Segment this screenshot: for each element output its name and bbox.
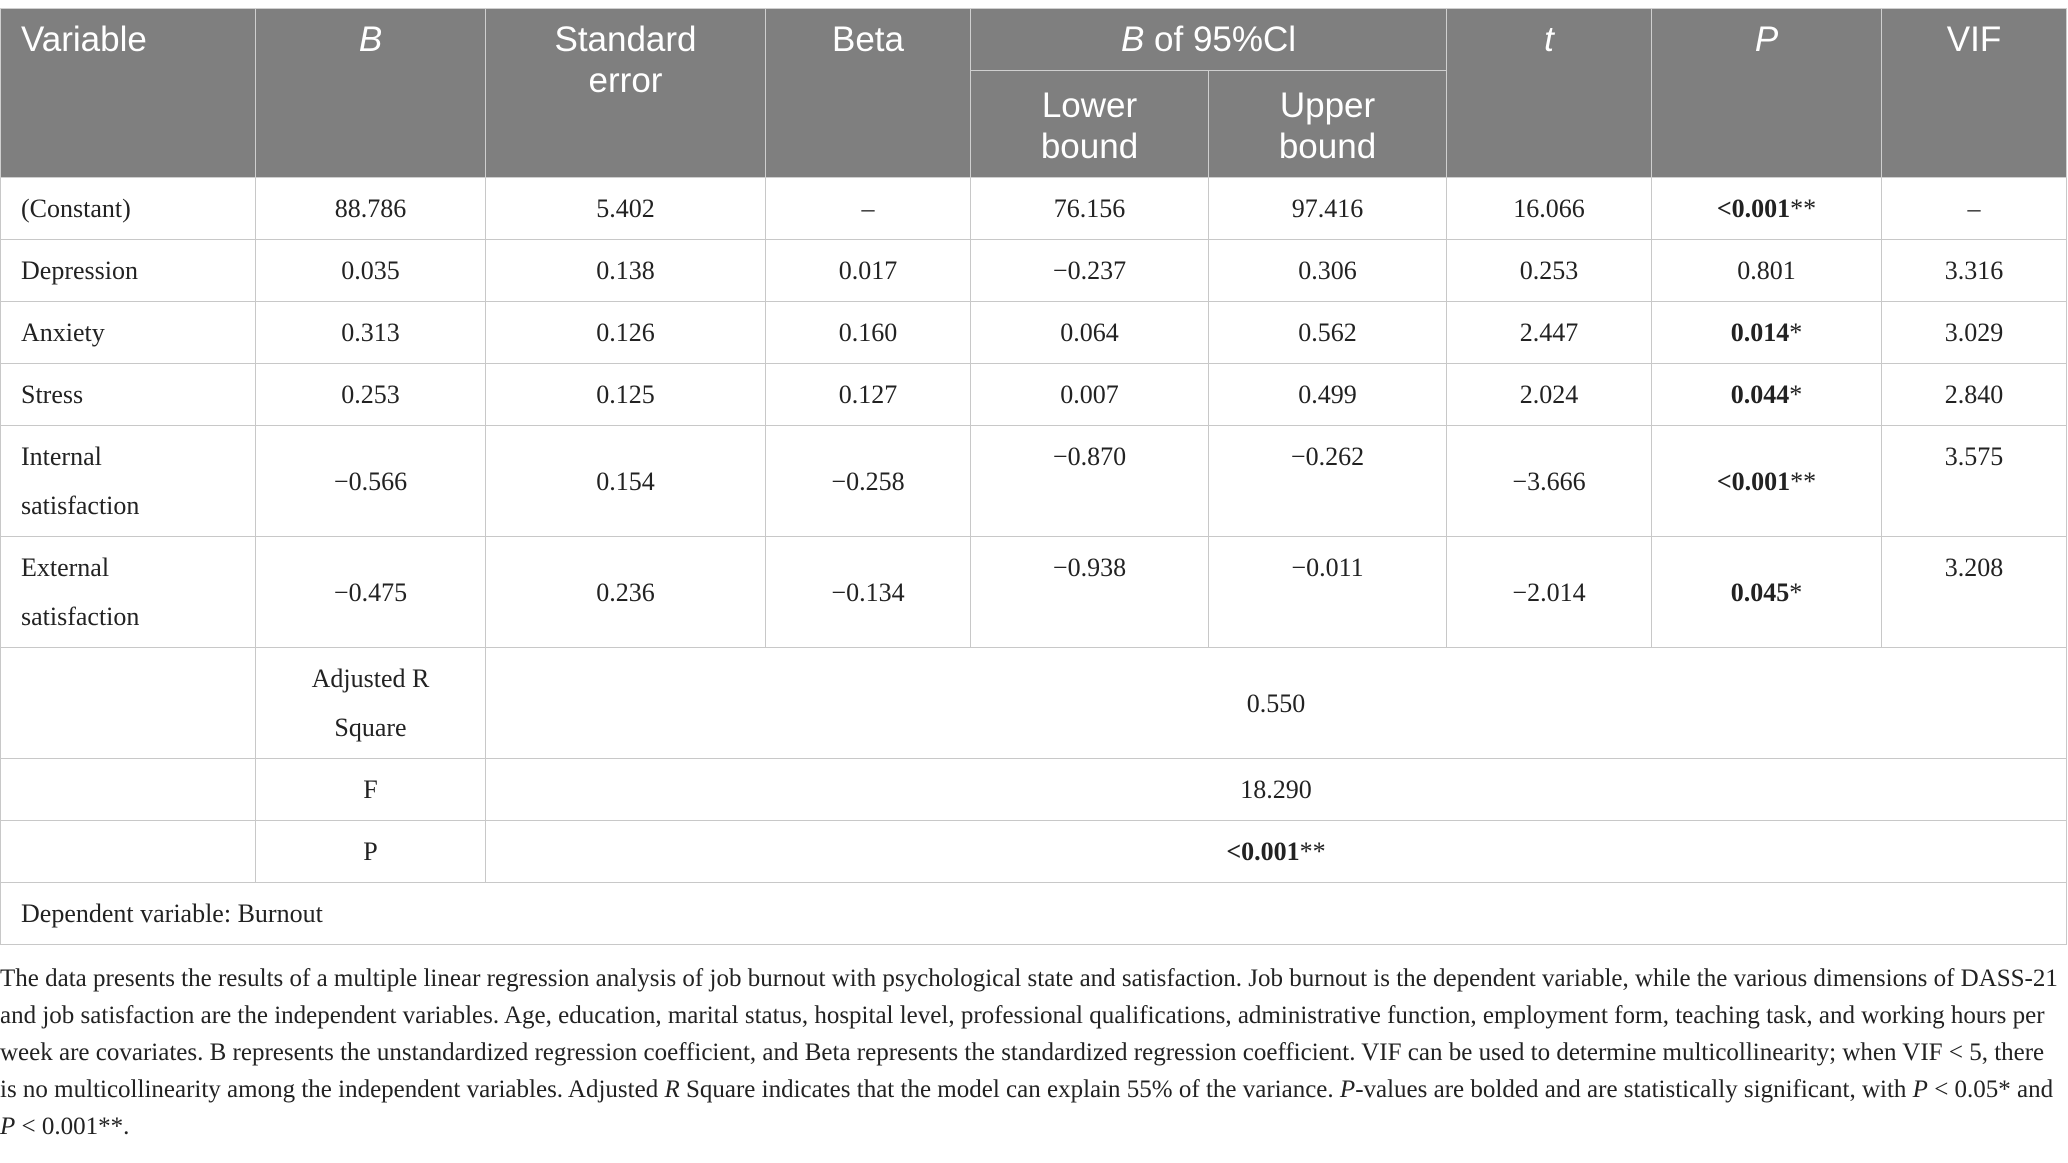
cell-empty <box>1 648 256 759</box>
cell-se: 0.125 <box>486 364 766 426</box>
cell-se: 0.236 <box>486 537 766 648</box>
cell-lower: −0.870 <box>971 426 1209 537</box>
header-variable: Variable <box>1 9 256 178</box>
table-header <box>1 9 2067 178</box>
p-value: 0.044 <box>1730 380 1790 409</box>
table-row <box>1 537 2067 648</box>
cell-t: 2.447 <box>1447 302 1652 364</box>
variable-line1: External <box>21 553 110 582</box>
variable-line1: Internal <box>21 442 102 471</box>
header-lower-line2: bound <box>1040 127 1139 166</box>
summary-row-f <box>1 759 2067 821</box>
header-se-line2: error <box>588 61 663 100</box>
header-upper-line1: Upper <box>1279 86 1376 125</box>
cell-beta: 0.127 <box>766 364 971 426</box>
cell-se: 5.402 <box>486 178 766 240</box>
cell-t: 0.253 <box>1447 240 1652 302</box>
header-upper-bound <box>1209 71 1447 178</box>
note-p-italic: P <box>1912 1076 1928 1103</box>
table-row <box>1 240 2067 302</box>
p-value: 0.014 <box>1730 318 1790 347</box>
cell-upper: 0.499 <box>1209 364 1447 426</box>
table-footnote <box>0 960 2060 1145</box>
header-ci-b: B <box>1120 20 1145 59</box>
summary-p-marker: ** <box>1299 837 1326 866</box>
cell-variable: Stress <box>1 364 256 426</box>
cell-vif: 3.316 <box>1882 240 2067 302</box>
p-value: <0.001 <box>1716 194 1791 223</box>
header-standard-error <box>486 9 766 178</box>
cell-t: 2.024 <box>1447 364 1652 426</box>
note-p-italic: P <box>0 1113 16 1140</box>
cell-b: 0.313 <box>256 302 486 364</box>
p-value: 0.045 <box>1730 577 1790 607</box>
cell-variable <box>1 426 256 537</box>
cell-p <box>1652 364 1882 426</box>
summary-value: 0.550 <box>486 648 2067 759</box>
cell-empty <box>1 821 256 883</box>
header-b <box>256 9 486 178</box>
table-row <box>1 178 2067 240</box>
cell-se: 0.126 <box>486 302 766 364</box>
p-value: <0.001 <box>1716 466 1791 496</box>
adj-label-line1: Adjusted R <box>311 664 430 693</box>
cell-upper: 0.562 <box>1209 302 1447 364</box>
note-text-2: Square indicates that the model can explain 55% of the variance. <box>679 1076 1340 1103</box>
cell-beta: 0.017 <box>766 240 971 302</box>
header-beta: Beta <box>766 9 971 178</box>
header-se-line1: Standard <box>554 20 697 59</box>
cell-p <box>1652 537 1882 648</box>
cell-t: −2.014 <box>1447 537 1652 648</box>
cell-p <box>1652 178 1882 240</box>
cell-se: 0.154 <box>486 426 766 537</box>
cell-empty <box>1 759 256 821</box>
variable-line2: satisfaction <box>21 491 140 520</box>
summary-value <box>486 821 2067 883</box>
cell-se: 0.138 <box>486 240 766 302</box>
regression-table-container <box>0 8 2066 945</box>
summary-p-value: <0.001 <box>1226 837 1300 866</box>
cell-t: 16.066 <box>1447 178 1652 240</box>
cell-lower: 76.156 <box>971 178 1209 240</box>
header-t <box>1447 9 1652 178</box>
header-upper-line2: bound <box>1278 127 1377 166</box>
table-row <box>1 426 2067 537</box>
cell-lower: −0.237 <box>971 240 1209 302</box>
dependent-variable-row <box>1 883 2067 945</box>
note-text-3: -values are bolded and are statistically significant, with <box>1355 1076 1913 1103</box>
cell-b: 0.253 <box>256 364 486 426</box>
cell-t: −3.666 <box>1447 426 1652 537</box>
header-p-text: P <box>1754 20 1779 59</box>
cell-beta: – <box>766 178 971 240</box>
note-text-4: < 0.05* and <box>1927 1076 2054 1103</box>
table-body <box>1 178 2067 945</box>
cell-lower: 0.064 <box>971 302 1209 364</box>
cell-p <box>1652 426 1882 537</box>
cell-p <box>1652 240 1882 302</box>
summary-label: F <box>256 759 486 821</box>
p-marker: ** <box>1790 194 1817 223</box>
p-value: 0.801 <box>1737 256 1796 285</box>
p-marker: * <box>1789 577 1803 607</box>
summary-label: P <box>256 821 486 883</box>
note-text-1: The data presents the results of a multiple linear regression analysis of job burnout with psychological state and satisfaction. Job burnout is the dependent variable, while the various dimensions of DASS-21 and job satisfaction are the independent variables. Age, education, marital status, hospital level, professional qualifications, administrative function, employment form, teaching task, and working hours per week are covariates. B represents the unstandardized regression coefficient, and Beta represents the standardized regression coefficient. VIF can be used to determine multicollinearity; when VIF < 5, there is no multicollinearity among the independent variables. Adjusted <box>0 965 2058 1103</box>
p-marker: * <box>1789 318 1803 347</box>
header-vif: VIF <box>1882 9 2067 178</box>
p-marker: ** <box>1790 466 1817 496</box>
cell-vif: 3.575 <box>1882 426 2067 537</box>
cell-p <box>1652 302 1882 364</box>
note-text-5: < 0.001**. <box>15 1113 130 1140</box>
cell-lower: 0.007 <box>971 364 1209 426</box>
summary-row-adjusted-r-square <box>1 648 2067 759</box>
header-p <box>1652 9 1882 178</box>
cell-variable: Anxiety <box>1 302 256 364</box>
note-p-italic: P <box>1339 1076 1356 1103</box>
p-marker: * <box>1789 380 1803 409</box>
cell-upper: −0.011 <box>1209 537 1447 648</box>
cell-b: 0.035 <box>256 240 486 302</box>
cell-vif: 3.208 <box>1882 537 2067 648</box>
cell-lower: −0.938 <box>971 537 1209 648</box>
cell-upper: −0.262 <box>1209 426 1447 537</box>
cell-vif: 3.029 <box>1882 302 2067 364</box>
note-r-italic: R <box>664 1076 680 1103</box>
cell-b: −0.475 <box>256 537 486 648</box>
header-b-text: B <box>358 20 383 59</box>
table-row <box>1 364 2067 426</box>
cell-variable <box>1 537 256 648</box>
header-t-text: t <box>1544 20 1554 59</box>
header-confidence-interval <box>971 9 1447 71</box>
summary-row-p <box>1 821 2067 883</box>
summary-value: 18.290 <box>486 759 2067 821</box>
summary-label <box>256 648 486 759</box>
cell-b: 88.786 <box>256 178 486 240</box>
header-lower-bound <box>971 71 1209 178</box>
cell-variable: (Constant) <box>1 178 256 240</box>
cell-vif: 2.840 <box>1882 364 2067 426</box>
header-ci-label: of 95%Cl <box>1144 20 1297 59</box>
cell-vif: – <box>1882 178 2067 240</box>
dependent-variable-note: Dependent variable: Burnout <box>1 883 2067 945</box>
regression-table <box>0 8 2067 945</box>
cell-variable: Depression <box>1 240 256 302</box>
cell-upper: 97.416 <box>1209 178 1447 240</box>
cell-b: −0.566 <box>256 426 486 537</box>
variable-line2: satisfaction <box>21 602 140 631</box>
cell-beta: −0.134 <box>766 537 971 648</box>
adj-label-line2: Square <box>334 713 407 742</box>
cell-beta: −0.258 <box>766 426 971 537</box>
header-lower-line1: Lower <box>1041 86 1138 125</box>
cell-beta: 0.160 <box>766 302 971 364</box>
table-row <box>1 302 2067 364</box>
cell-upper: 0.306 <box>1209 240 1447 302</box>
